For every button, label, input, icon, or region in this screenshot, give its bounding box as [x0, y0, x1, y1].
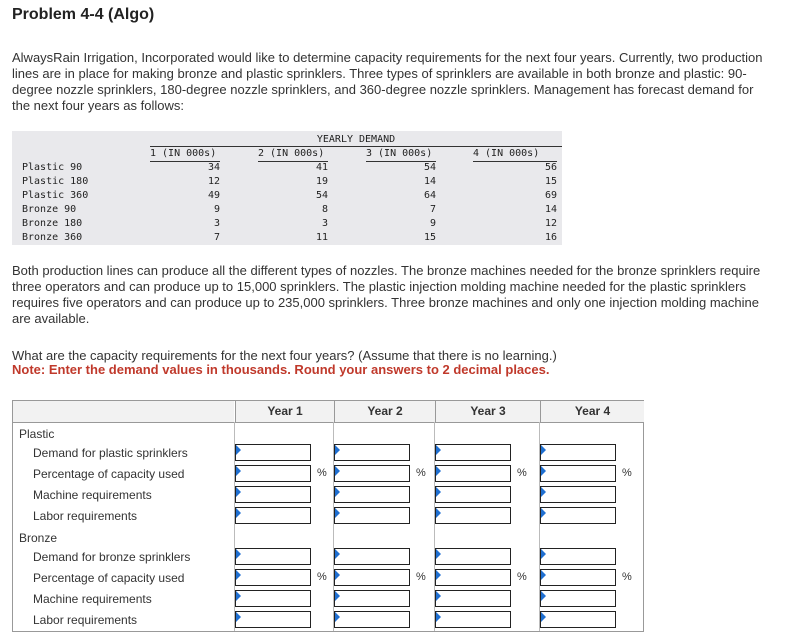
plastic-year-4-input[interactable]	[540, 444, 616, 461]
column-divider	[234, 422, 235, 631]
plastic-year-1-input[interactable]	[235, 486, 311, 503]
demand-table-header: YEARLY DEMAND	[150, 134, 562, 147]
demand-cell: 12	[544, 218, 557, 229]
column-divider	[434, 422, 435, 631]
problem-title: Problem 4-4 (Algo)	[12, 6, 155, 23]
demand-col-2: 2 (IN 000s)	[258, 148, 325, 159]
bronze-year-3-input[interactable]	[435, 611, 511, 628]
demand-cell: 49	[207, 190, 220, 201]
note-text: Note: Enter the demand values in thousands. Round your answers to 2 decimal places.	[12, 362, 550, 377]
bronze-year-1-input[interactable]	[235, 590, 311, 607]
demand-cell: 14	[423, 176, 436, 187]
input-marker-icon	[236, 466, 241, 476]
year-4-header: Year 4	[540, 401, 644, 423]
input-marker-icon	[236, 487, 241, 497]
input-marker-icon	[335, 612, 340, 622]
percent-sign: %	[517, 571, 527, 583]
input-marker-icon	[436, 549, 441, 559]
bronze-year-2-input[interactable]	[334, 611, 410, 628]
input-marker-icon	[436, 570, 441, 580]
input-marker-icon	[541, 508, 546, 518]
demand-cell: 34	[207, 162, 220, 173]
bronze-year-4-input[interactable]	[540, 590, 616, 607]
input-marker-icon	[236, 508, 241, 518]
plastic-year-2-input[interactable]	[334, 444, 410, 461]
plastic-year-3-input[interactable]	[435, 486, 511, 503]
demand-row-label: Bronze 360	[22, 232, 83, 243]
plastic-year-4-input[interactable]	[540, 486, 616, 503]
demand-cell: 11	[315, 232, 328, 243]
percent-sign: %	[317, 571, 327, 583]
demand-cell: 7	[213, 232, 220, 243]
demand-cell: 56	[544, 162, 557, 173]
input-marker-icon	[436, 508, 441, 518]
bronze-section-label: Bronze	[19, 531, 58, 545]
input-marker-icon	[335, 549, 340, 559]
input-marker-icon	[541, 487, 546, 497]
percent-sign: %	[517, 467, 527, 479]
column-divider	[333, 422, 334, 631]
demand-row-label: Bronze 90	[22, 204, 77, 215]
demand-row-label: Plastic 360	[22, 190, 89, 201]
input-marker-icon	[541, 612, 546, 622]
input-marker-icon	[335, 466, 340, 476]
input-marker-icon	[335, 570, 340, 580]
demand-cell: 64	[423, 190, 436, 201]
input-marker-icon	[236, 612, 241, 622]
demand-cell: 7	[429, 204, 436, 215]
demand-cell: 12	[207, 176, 220, 187]
demand-col-1: 1 (IN 000s)	[150, 148, 217, 159]
input-marker-icon	[541, 570, 546, 580]
plastic-year-1-input[interactable]	[235, 465, 311, 482]
input-marker-icon	[541, 466, 546, 476]
plastic-row-label: Demand for plastic sprinklers	[33, 446, 188, 460]
bronze-year-3-input[interactable]	[435, 548, 511, 565]
bronze-year-1-input[interactable]	[235, 548, 311, 565]
bronze-year-3-input[interactable]	[435, 569, 511, 586]
input-marker-icon	[335, 445, 340, 455]
plastic-section-label: Plastic	[19, 427, 55, 441]
demand-cell: 41	[315, 162, 328, 173]
demand-table	[12, 131, 562, 245]
percent-sign: %	[416, 467, 426, 479]
input-marker-icon	[436, 466, 441, 476]
demand-row-label: Plastic 90	[22, 162, 83, 173]
demand-cell: 3	[321, 218, 328, 229]
input-marker-icon	[541, 549, 546, 559]
plastic-year-1-input[interactable]	[235, 444, 311, 461]
column-divider	[539, 422, 540, 631]
bronze-row-label: Percentage of capacity used	[33, 571, 185, 585]
year-1-header: Year 1	[235, 401, 334, 423]
bronze-year-4-input[interactable]	[540, 611, 616, 628]
demand-cell: 54	[423, 162, 436, 173]
input-marker-icon	[436, 612, 441, 622]
demand-cell: 54	[315, 190, 328, 201]
input-marker-icon	[541, 445, 546, 455]
bronze-row-label: Machine requirements	[33, 592, 152, 606]
demand-row-label: Bronze 180	[22, 218, 83, 229]
percent-sign: %	[416, 571, 426, 583]
plastic-year-2-input[interactable]	[334, 507, 410, 524]
demand-row-label: Plastic 180	[22, 176, 89, 187]
input-marker-icon	[236, 549, 241, 559]
bronze-year-2-input[interactable]	[334, 569, 410, 586]
bronze-year-1-input[interactable]	[235, 569, 311, 586]
plastic-row-label: Machine requirements	[33, 488, 152, 502]
demand-cell: 19	[315, 176, 328, 187]
bronze-year-3-input[interactable]	[435, 590, 511, 607]
demand-cell: 9	[429, 218, 436, 229]
plastic-year-4-input[interactable]	[540, 507, 616, 524]
bronze-year-2-input[interactable]	[334, 548, 410, 565]
percent-sign: %	[622, 467, 632, 479]
bronze-year-1-input[interactable]	[235, 611, 311, 628]
bronze-row-label: Demand for bronze sprinklers	[33, 550, 191, 564]
input-marker-icon	[436, 445, 441, 455]
demand-cell: 69	[544, 190, 557, 201]
input-marker-icon	[541, 591, 546, 601]
input-marker-icon	[436, 487, 441, 497]
input-marker-icon	[335, 591, 340, 601]
percent-sign: %	[622, 571, 632, 583]
demand-cell: 8	[321, 204, 328, 215]
plastic-year-3-input[interactable]	[435, 465, 511, 482]
input-marker-icon	[236, 570, 241, 580]
label-column-header	[13, 401, 234, 423]
demand-cell: 16	[544, 232, 557, 243]
capacity-paragraph: Both production lines can produce all the different types of nozzles. The bronze machines needed for the bronze sprinklers require three operators and can produce up to 15,000 sprinklers. The plastic injection molding machine needed for the plastic sprinklers requires five operators and can produce up to 235,000 sprinklers. Three bronze machines and only one injection molding machine are available.	[12, 263, 761, 326]
percent-sign: %	[317, 467, 327, 479]
plastic-year-3-input[interactable]	[435, 507, 511, 524]
plastic-year-3-input[interactable]	[435, 444, 511, 461]
answer-table	[12, 400, 644, 632]
intro-paragraph: AlwaysRain Irrigation, Incorporated would like to determine capacity requirements for the next four years. Currently, two production lines are in place for making bronze and plastic sprinklers. Three types of sprinklers are available in both bronze and plastic: 90-degree nozzle sprinklers, 180-degree nozzle sprinklers, and 360-degree nozzle sprinklers. Management has forecast demand for the next four years as follows:	[12, 50, 763, 113]
bronze-year-2-input[interactable]	[334, 590, 410, 607]
plastic-year-4-input[interactable]	[540, 465, 616, 482]
plastic-year-1-input[interactable]	[235, 507, 311, 524]
year-2-header: Year 2	[334, 401, 435, 423]
plastic-row-label: Percentage of capacity used	[33, 467, 185, 481]
demand-cell: 15	[423, 232, 436, 243]
question-text: What are the capacity requirements for the next four years? (Assume that there is no learning.)	[12, 348, 557, 363]
input-marker-icon	[436, 591, 441, 601]
input-marker-icon	[335, 508, 340, 518]
input-marker-icon	[236, 445, 241, 455]
demand-col-4: 4 (IN 000s)	[473, 148, 540, 159]
bronze-row-label: Labor requirements	[33, 613, 138, 627]
input-marker-icon	[335, 487, 340, 497]
year-3-header: Year 3	[435, 401, 540, 423]
demand-cell: 9	[213, 204, 220, 215]
demand-col-3: 3 (IN 000s)	[366, 148, 433, 159]
demand-cell: 3	[213, 218, 220, 229]
demand-cell: 15	[544, 176, 557, 187]
bronze-year-4-input[interactable]	[540, 569, 616, 586]
input-marker-icon	[236, 591, 241, 601]
demand-cell: 14	[544, 204, 557, 215]
plastic-year-2-input[interactable]	[334, 465, 410, 482]
plastic-row-label: Labor requirements	[33, 509, 138, 523]
plastic-year-2-input[interactable]	[334, 486, 410, 503]
bronze-year-4-input[interactable]	[540, 548, 616, 565]
